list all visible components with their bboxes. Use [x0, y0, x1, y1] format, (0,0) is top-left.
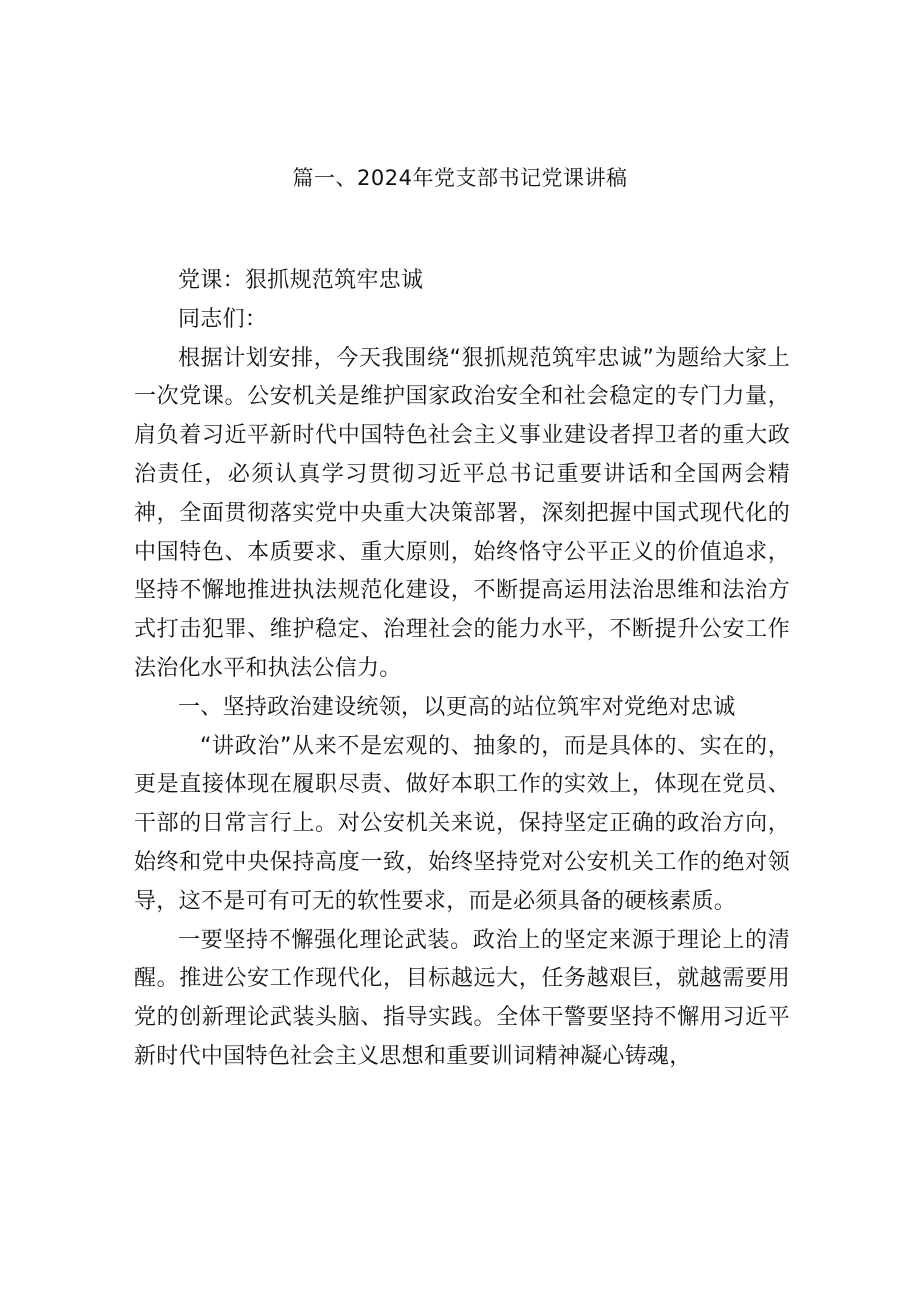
- intro-paragraph: 根据计划安排，今天我围绕“狠抓规范筑牢忠诚”为题给大家上一次党课。公安机关是维护国家政治安全和社会稳定的专门力量，肩负着习近平新时代中国特色社会主义事业建设者捍卫者的重大政治责任，必须认真学习贯彻习近平总书记重要讲话和全国两会精神，全面贯彻落实党中央重大决策部署，深刻把握中国式现代化的中国特色、本质要求、重大原则，始终恪守公平正义的价值追求，坚持不懈地推进执法规范化建设，不断提高运用法治思维和法治方式打击犯罪、维护稳定、治理社会的能力水平，不断提升公安工作法治化水平和执法公信力。: [134, 345, 790, 681]
- salutation-line: 同志们：: [178, 306, 268, 332]
- point-1-paragraph: 一要坚持不懈强化理论武装。政治上的坚定来源于理论上的清醒。推进公安工作现代化，目标越远大，任务越艰巨，就越需要用党的创新理论武装头脑、指导实践。全体干警要坚持不懈用习近平新时代中国特色社会主义思想和重要训词精神凝心铸魂，: [134, 927, 790, 1069]
- section-heading-1: 一、坚持政治建设统领，以更高的站位筑牢对党绝对忠诚: [178, 694, 736, 720]
- section-1-paragraph: “讲政治”从来不是宏观的、抽象的，而是具体的、实在的，更是直接体现在履职尽责、做好本职工作的实效上，体现在党员、干部的日常言行上。对公安机关来说，保持坚定正确的政治方向，始终和党中央保持高度一致，始终坚持党对公安机关工作的绝对领导，这不是可有可无的软性要求，而是必须具备的硬核素质。: [134, 733, 790, 914]
- lesson-topic-line: 党课：狠抓规范筑牢忠诚: [178, 268, 424, 293]
- document-body: [134, 262, 790, 1077]
- document-title: 篇一、2024年党支部书记党课讲稿: [292, 166, 628, 190]
